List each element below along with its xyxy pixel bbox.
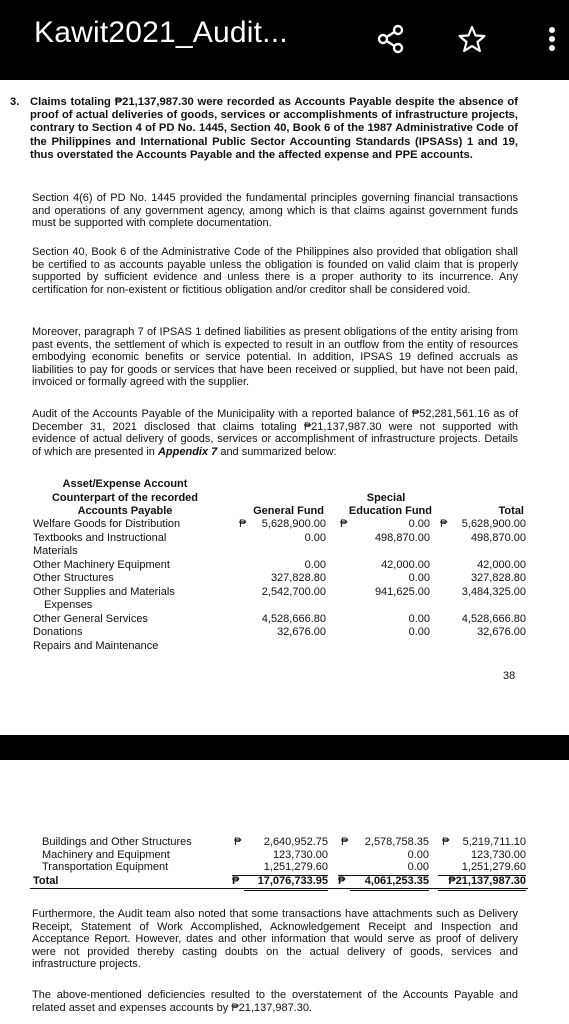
table-total-total: ₱21,137,987.30: [438, 875, 526, 892]
table-cell-account: Other General Services: [33, 612, 148, 625]
table-cell-special: 2,578,758.35: [364, 836, 429, 848]
table-header: Asset/Expense Account: [62, 478, 188, 490]
table-header: Counterpart of the recorded: [51, 491, 199, 504]
table-cell-total: 42,000.00: [477, 558, 526, 571]
paragraph: [32, 408, 518, 458]
table-cell-general: 5,628,900.00: [261, 518, 326, 530]
peso-sign: ₱: [341, 836, 349, 848]
table-cell-special: 42,000.00: [381, 558, 430, 571]
table-total-general: 17,076,733.95: [244, 875, 328, 892]
paragraph: The above-mentioned deficiencies resulted to the overstatement of the Accounts Payable and related asset and expenses accounts by ₱21,137,987.30.: [32, 989, 518, 1014]
table-cell-general: 2,542,700.00: [261, 585, 326, 598]
page-number: 38: [503, 670, 516, 682]
table-cell-account: Transportation Equipment: [42, 861, 169, 873]
table-cell-general: 32,676.00: [277, 626, 326, 638]
peso-sign: ₱: [239, 518, 247, 530]
table-cell-account: Other Supplies and Materials: [33, 585, 175, 598]
table-cell-account: Other Structures: [33, 572, 114, 584]
table-header: General Fund: [253, 505, 324, 517]
finding-number: 3.: [10, 96, 20, 108]
finding-heading: [10, 96, 518, 162]
table-cell-account: Materials: [33, 545, 78, 557]
share-icon[interactable]: [374, 22, 408, 56]
table-cell-account: Donations: [33, 626, 83, 638]
peso-sign: ₱: [232, 874, 240, 887]
table-cell-total: 498,870.00: [470, 531, 526, 544]
paragraph: Furthermore, the Audit team also noted that some transactions have attachments such as Delivery Receipt, Statement of Work Accomplished, Acknowledgement Receipt and Inspection and Acceptance Report. However, dates and other information that would serve as proof of delivery were not provided thereby casting doubts on the actual delivery of goods, services and infrastructure projects.: [32, 908, 518, 971]
table-cell-general: 0.00: [304, 558, 326, 571]
summary-table: [0, 478, 569, 678]
table-cell-total: 32,676.00: [477, 626, 526, 638]
table-cell-total: 1,251,279.60: [438, 861, 526, 876]
table-cell-special: 0.00: [408, 518, 430, 530]
paragraph: Section 4(6) of PD No. 1445 provided the fundamental principles governing financial transactions and operations of any government agency, among which is that claims against government funds must be supported with complete documentation.: [32, 192, 518, 230]
table-cell-account: Welfare Goods for Distribution: [33, 518, 181, 530]
table-cell-account: Repairs and Maintenance: [33, 639, 159, 652]
paragraph-text: Audit of the Accounts Payable of the Municipality with a reported balance of ₱52,281,561.16 as of December 31, 2021 disclosed that claims totaling ₱21,137,987.30 were not supported with evidence of actual delivery of goods, services or accomplishment of infrastructure projects. Details of which are presented in: [32, 408, 518, 458]
table-cell-special: 0.00: [407, 848, 429, 861]
paragraph: Section 40, Book 6 of the Administrative Code of the Philippines also provided that obligation shall be certified to as accounts payable unless the obligation is founded on valid claim that is properly supported by sufficient evidence and unless there is a proper authority to its incurrence. Any certification for non-existent or fictitious obligation and/or creditor shall be considered void.: [32, 246, 518, 296]
table-cell-account: Buildings and Other Structures: [42, 836, 192, 848]
table-cell-account: Textbooks and Instructional: [33, 531, 167, 544]
table-cell-total: 5,219,711.10: [462, 836, 526, 848]
table-cell-total: 123,730.00: [470, 848, 526, 861]
table-total-special: 4,061,253.35: [350, 875, 429, 892]
more-vert-icon[interactable]: [535, 22, 569, 56]
peso-sign: ₱: [234, 836, 242, 848]
table-cell-general: 0.00: [304, 531, 326, 544]
star-icon[interactable]: [455, 22, 489, 56]
table-cell-special: 0.00: [408, 626, 430, 638]
document-page[interactable]: [0, 80, 569, 735]
table-cell-general: 123,730.00: [272, 848, 328, 861]
finding-text: Claims totaling ₱21,137,987.30 were recorded as Accounts Payable despite the absence of proof of actual deliveries of goods, services or accomplishments of infrastructure projects, contrary to Section 4 of PD No. 1445, Section 40, Book 6 of the 1987 Administrative Code of the Philippines and International Public Sector Accounting Standards (IPSASs) 1 and 19, thus overstated the Accounts Payable and the affected expense and PPE accounts.: [30, 96, 518, 161]
table-cell-special: 0.00: [408, 612, 430, 625]
table-cell-special: 498,870.00: [374, 531, 430, 544]
table-cell-account: Machinery and Equipment: [42, 848, 170, 861]
table-cell-special: 0.00: [408, 572, 430, 584]
table-header: Total: [498, 505, 524, 517]
app-bar: [0, 0, 569, 80]
peso-sign: ₱: [340, 518, 348, 530]
table-cell-account: Expenses: [44, 599, 93, 611]
document-page[interactable]: [0, 760, 569, 1024]
table-header: Accounts Payable: [77, 505, 173, 517]
paragraph-text: and summarized below:: [217, 445, 337, 458]
table-cell-total: 327,828.80: [470, 572, 526, 584]
peso-sign: ₱: [338, 874, 346, 887]
table-cell-total: 4,528,666.80: [461, 612, 526, 625]
appendix-reference: Appendix 7: [157, 445, 218, 458]
table-bottom-rule: [30, 888, 528, 889]
table-cell-account: Other Machinery Equipment: [33, 558, 170, 571]
peso-sign: ₱: [442, 836, 450, 848]
table-cell-general: 4,528,666.80: [261, 612, 326, 625]
peso-sign: ₱: [440, 518, 448, 530]
table-cell-total: 5,628,900.00: [461, 518, 526, 530]
table-header: Special: [366, 491, 406, 504]
table-cell-general: 1,251,279.60: [232, 861, 328, 876]
table-cell-special: 941,625.00: [374, 585, 430, 598]
table-header: Education Fund: [348, 505, 432, 517]
document-title: Kawit2021_Audit...: [34, 16, 288, 49]
paragraph: Moreover, paragraph 7 of IPSAS 1 defined liabilities as present obligations of the entity arising from past events, the settlement of which is expected to result in an outflow from the entity of resources embodying economic benefits or service potential. In addition, IPSAS 19 defined accruals as liabilities to pay for goods or services that have been received or supplied, but have not been paid, invoiced or formally agreed with the supplier.: [32, 326, 518, 389]
summary-table-continued: [0, 836, 569, 896]
table-total-label: Total: [33, 874, 59, 887]
table-cell-total: 3,484,325.00: [461, 585, 526, 598]
table-cell-general: 327,828.80: [270, 572, 326, 584]
table-cell-special: 0.00: [338, 861, 429, 876]
table-cell-general: 2,640,952.75: [263, 836, 328, 848]
